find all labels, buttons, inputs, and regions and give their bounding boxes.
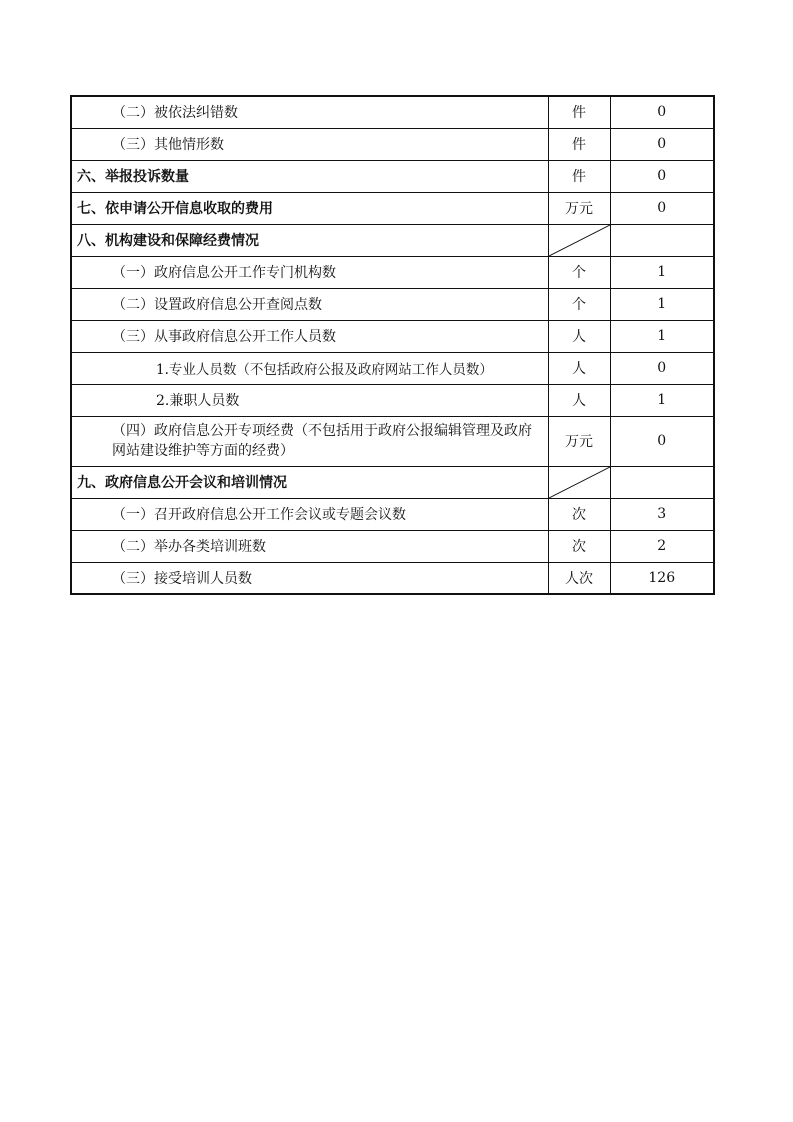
table-row (71, 288, 714, 320)
item-label: （四）政府信息公开专项经费（不包括用于政府公报编辑管理及政府网站建设维护等方面的经费） (71, 416, 548, 466)
value-cell: 1 (610, 288, 714, 320)
item-label: （一）召开政府信息公开工作会议或专题会议数 (71, 498, 548, 530)
item-label: （三）其他情形数 (71, 128, 548, 160)
table-row (71, 352, 714, 384)
section-heading: 六、举报投诉数量 (71, 160, 548, 192)
item-label: 1.专业人员数（不包括政府公报及政府网站工作人员数） (71, 352, 548, 384)
unit-cell: 件 (548, 96, 610, 128)
unit-cell: 人 (548, 352, 610, 384)
value-cell: 2 (610, 530, 714, 562)
section-heading: 九、政府信息公开会议和培训情况 (71, 466, 548, 498)
unit-cell: 次 (548, 498, 610, 530)
table-row (71, 562, 714, 594)
item-label: （二）被依法纠错数 (71, 96, 548, 128)
item-label: （三）接受培训人员数 (71, 562, 548, 594)
diagonal-slash-cell (548, 224, 610, 256)
table-row (71, 320, 714, 352)
table-row (71, 96, 714, 128)
section-heading: 七、依申请公开信息收取的费用 (71, 192, 548, 224)
section-heading: 八、机构建设和保障经费情况 (71, 224, 548, 256)
unit-cell: 个 (548, 288, 610, 320)
unit-cell: 件 (548, 128, 610, 160)
value-cell: 0 (610, 96, 714, 128)
unit-cell: 万元 (548, 416, 610, 466)
item-label: 2.兼职人员数 (71, 384, 548, 416)
value-cell: 1 (610, 384, 714, 416)
item-label: （三）从事政府信息公开工作人员数 (71, 320, 548, 352)
value-cell: 1 (610, 256, 714, 288)
value-cell (610, 224, 714, 256)
table-row (71, 384, 714, 416)
diagonal-line (549, 225, 610, 256)
value-cell: 0 (610, 352, 714, 384)
value-cell: 3 (610, 498, 714, 530)
table-row (71, 530, 714, 562)
table-row (71, 128, 714, 160)
table-row (71, 466, 714, 498)
unit-cell: 件 (548, 160, 610, 192)
value-cell: 1 (610, 320, 714, 352)
value-cell: 0 (610, 416, 714, 466)
unit-cell: 人次 (548, 562, 610, 594)
diagonal-line (549, 467, 610, 498)
unit-cell: 个 (548, 256, 610, 288)
unit-cell: 万元 (548, 192, 610, 224)
diagonal-slash-cell (548, 466, 610, 498)
value-cell: 0 (610, 192, 714, 224)
unit-cell: 人 (548, 384, 610, 416)
table-row (71, 192, 714, 224)
item-label: （二）设置政府信息公开查阅点数 (71, 288, 548, 320)
table-row (71, 498, 714, 530)
item-label: （一）政府信息公开工作专门机构数 (71, 256, 548, 288)
value-cell (610, 466, 714, 498)
statistics-table (70, 95, 715, 595)
value-cell: 0 (610, 128, 714, 160)
value-cell: 0 (610, 160, 714, 192)
table-row (71, 416, 714, 466)
value-cell: 126 (610, 562, 714, 594)
table-row (71, 256, 714, 288)
table-row (71, 160, 714, 192)
item-label: （二）举办各类培训班数 (71, 530, 548, 562)
table-row (71, 224, 714, 256)
unit-cell: 人 (548, 320, 610, 352)
unit-cell: 次 (548, 530, 610, 562)
